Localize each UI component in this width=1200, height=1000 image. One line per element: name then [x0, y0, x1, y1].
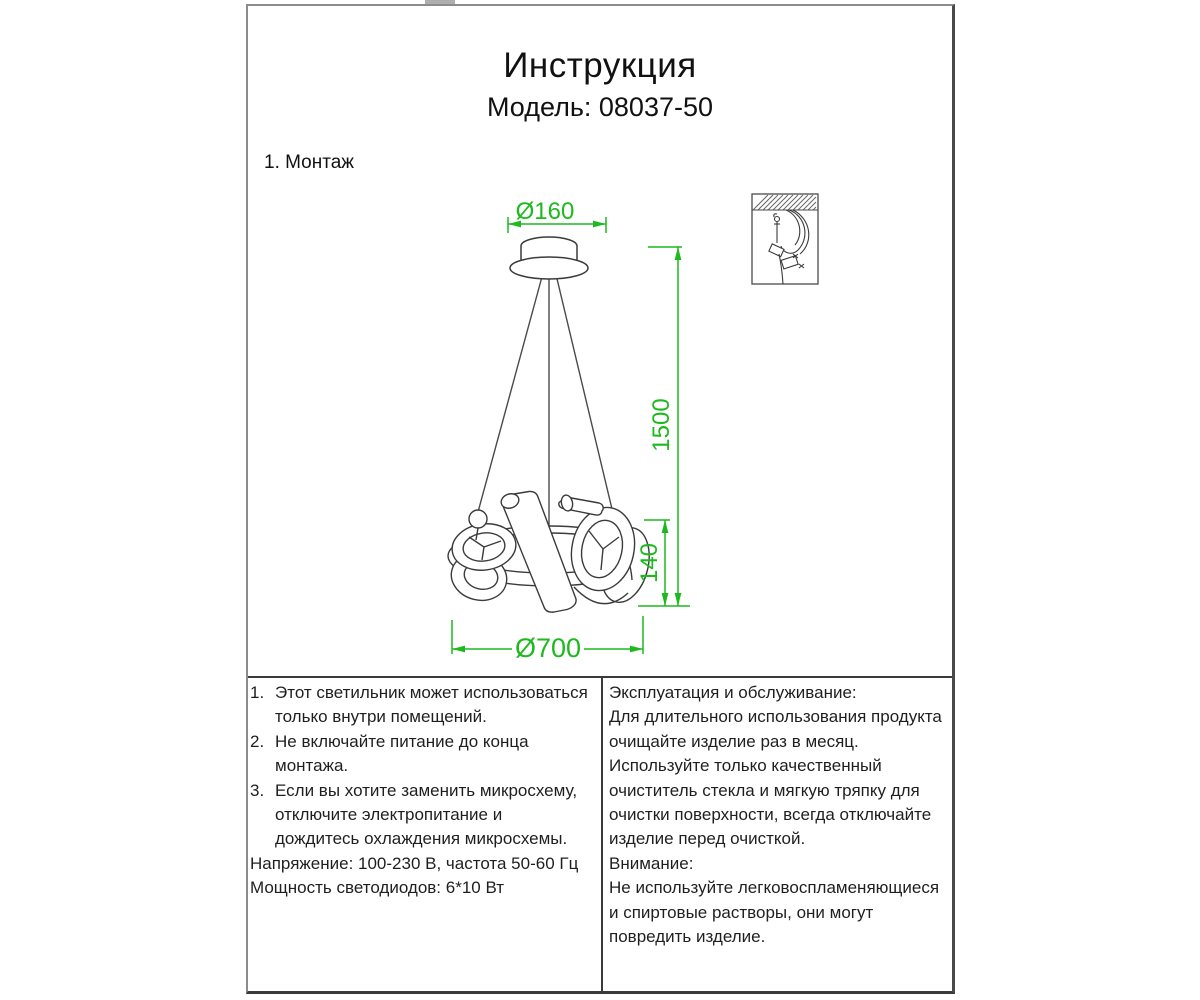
list-item-text: Не включайте питание до конца: [275, 731, 529, 751]
list-item-text: Этот светильник может использоваться: [275, 683, 588, 702]
swirl-lamp-body: [446, 491, 657, 612]
maintenance-line: изделие перед очисткой.: [609, 829, 806, 849]
list-item-number: 2.: [250, 731, 265, 751]
maintenance-title: Эксплуатация и обслуживание:: [609, 683, 857, 702]
section-heading: 1. Монтаж: [264, 152, 354, 173]
maintenance-line: Используйте только качественный: [609, 756, 882, 776]
list-item-number: 1.: [250, 683, 265, 702]
model-number: Модель: 08037-50: [486, 92, 714, 122]
spec-power: Мощность светодиодов: 6*10 Вт: [250, 878, 505, 898]
list-item-number: 3.: [250, 780, 265, 800]
dim-label-body-height: 140: [636, 542, 663, 584]
maintenance-line: очистки поверхности, всегда отключайте: [609, 805, 932, 825]
maintenance-line: очищайте изделие раз в месяц.: [609, 731, 859, 751]
note-line: отключите электропитание и: [275, 805, 503, 825]
dim-label-canopy-diameter: Ø160: [515, 198, 575, 225]
warning-title: Внимание:: [609, 853, 694, 873]
dimension-canopy-diameter: [508, 198, 606, 233]
dimension-body-diameter: [452, 616, 643, 663]
list-item-text: Если вы хотите заменить микросхему,: [275, 780, 578, 800]
maintenance-line: Для длительного использования продукта: [609, 707, 942, 727]
page-title: Инструкция: [503, 46, 697, 85]
dim-label-body-diameter: Ø700: [514, 633, 582, 663]
note-line: только внутри помещений.: [275, 707, 487, 727]
note-line: дождитесь охлаждения микросхемы.: [275, 829, 568, 849]
ceiling-mount-detail: [752, 194, 818, 284]
maintenance-line: очиститель стекла и мягкую тряпку для: [609, 780, 920, 800]
warning-line: Не используйте легковоспламеняющиеся: [609, 878, 940, 898]
note-line: монтажа.: [275, 756, 349, 776]
suspension-cables: [478, 262, 612, 530]
dim-label-suspension-height: 1500: [648, 398, 675, 452]
warning-line: повредить изделие.: [609, 927, 766, 947]
spec-voltage: Напряжение: 100-230 В, частота 50-60 Гц: [250, 853, 579, 873]
warning-line: и спиртовые растворы, они могут: [609, 902, 874, 922]
ceiling-canopy: [510, 237, 588, 279]
